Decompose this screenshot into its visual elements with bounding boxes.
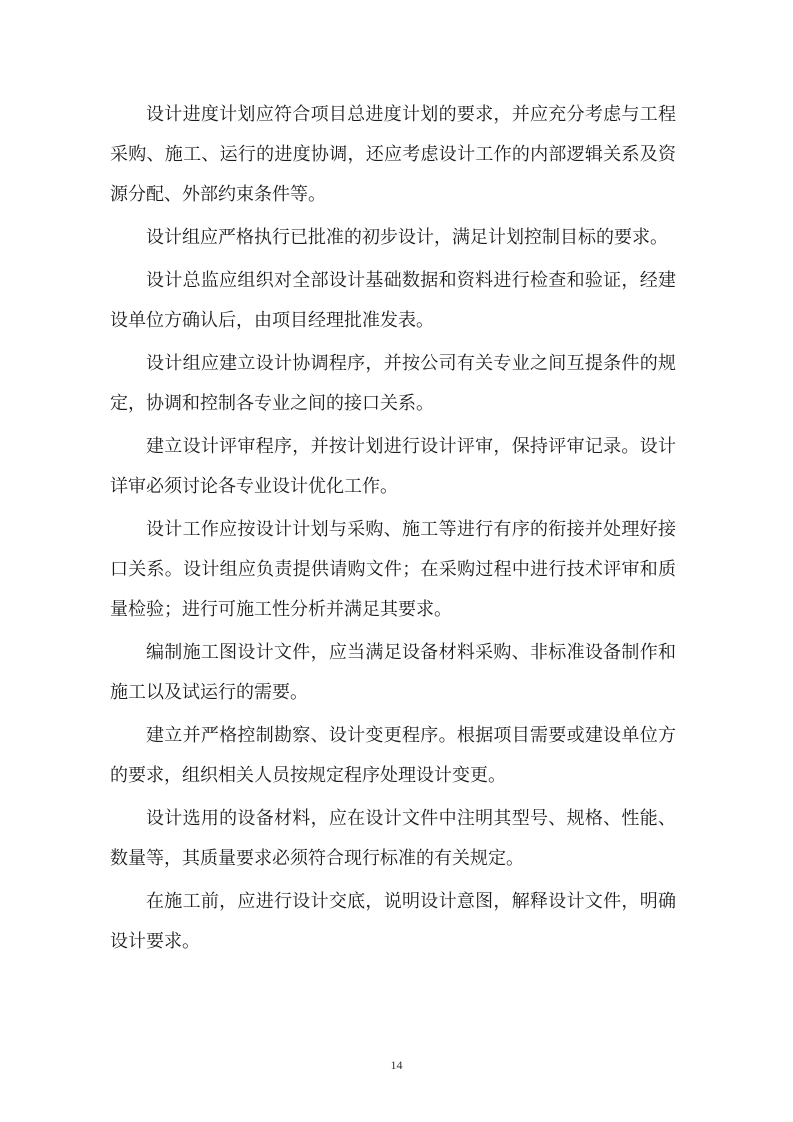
paragraph-coordination: 设计组应建立设计协调程序，并按公司有关专业之间互提条件的规定，协调和控制各专业之间的接口关系。 (110, 353, 676, 414)
paragraph-design-change: 建立并严格控制勘察、设计变更程序。根据项目需要或建设单位方的要求，组织相关人员按规定程序处理设计变更。 (110, 725, 676, 786)
paragraph-interface: 设计工作应按设计计划与采购、施工等进行有序的衔接并处理好接口关系。设计组应负责提供请购文件；在采购过程中进行技术评审和质量检验；进行可施工性分析并满足其要求。 (110, 519, 676, 620)
document-body (110, 95, 676, 965)
paragraph-construction-drawings: 编制施工图设计文件，应当满足设备材料采购、非标准设备制作和施工以及试运行的需要。 (110, 642, 676, 703)
paragraph-data-verification: 设计总监应组织对全部设计基础数据和资料进行检查和验证，经建设单位方确认后，由项目经理批准发表。 (110, 270, 676, 331)
page-number: 14 (390, 1058, 403, 1072)
paragraph-preliminary-design: 设计组应严格执行已批准的初步设计，满足计划控制目标的要求。 (146, 227, 668, 248)
paragraph-schedule: 设计进度计划应符合项目总进度计划的要求，并应充分考虑与工程采购、施工、运行的进度协调，还应考虑设计工作的内部逻辑关系及资源分配、外部约束条件等。 (110, 104, 676, 205)
paragraph-design-review: 建立设计评审程序，并按计划进行设计评审，保持评审记录。设计详审必须讨论各专业设计优化工作。 (110, 436, 676, 497)
paragraph-equipment-materials: 设计选用的设备材料，应在设计文件中注明其型号、规格、性能、数量等，其质量要求必须符合现行标准的有关规定。 (110, 808, 676, 869)
paragraph-design-disclosure: 在施工前，应进行设计交底，说明设计意图，解释设计文件，明确设计要求。 (110, 891, 676, 952)
